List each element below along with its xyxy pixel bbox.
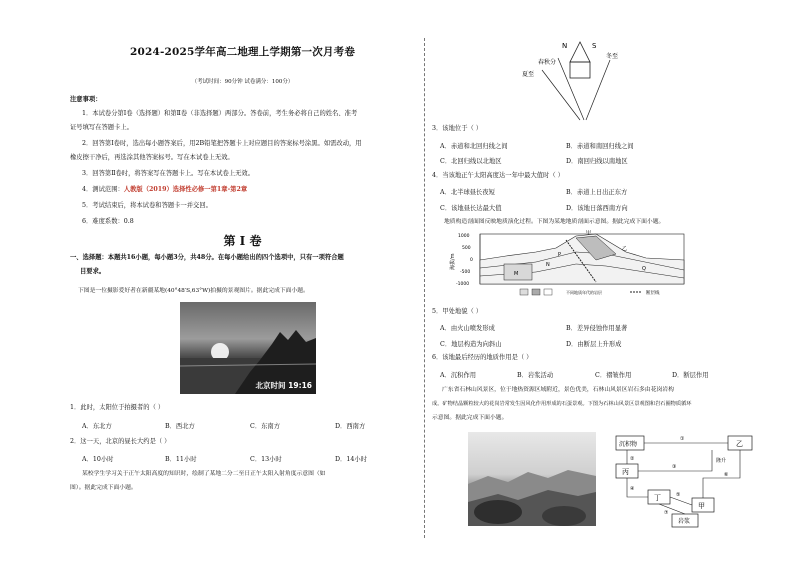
geo-tick: -500 xyxy=(460,270,471,275)
box-label: 岩浆 xyxy=(678,518,691,525)
stone-forest-photo-art xyxy=(468,432,596,526)
q6-option-a[interactable]: A．沉积作用 xyxy=(440,372,477,379)
q2-option-c[interactable]: C．13小时 xyxy=(250,456,282,463)
legend-swatch xyxy=(532,289,540,295)
label-equinox: 春秋分 xyxy=(538,59,557,66)
section-intro: 目要求。 xyxy=(80,268,106,275)
question-lead: 广东省石林山风景区，位于地热资源区域附近，景色优美，石林山风景区岩石多由花岗岩构 xyxy=(442,387,674,393)
q5-option-b[interactable]: B．差异侵蚀作用显著 xyxy=(566,325,628,332)
arrow-label: ① xyxy=(680,436,685,442)
geo-label: N xyxy=(546,262,550,268)
arrow-label: ④ xyxy=(630,486,635,492)
photo-timestamp: 北京时间 19:16 xyxy=(255,381,312,390)
legend-label: 断层线 xyxy=(646,291,660,296)
geo-tick: -1000 xyxy=(456,282,470,287)
notice-item: 橡皮擦干净后，再选涂其他答案标号。写在本试卷上无效。 xyxy=(70,154,234,161)
ray-summer xyxy=(542,70,580,120)
q5-option-a[interactable]: A．由火山喷发形成 xyxy=(440,325,495,332)
q4-option-d[interactable]: D．该地日落西南方向 xyxy=(566,205,628,212)
question-lead: 下图是一位摄影爱好者在新疆某地(40°48′S,63°W)拍摄的景观图片。据此完成下面小题。 xyxy=(78,288,309,294)
exam-title: 2024-2025学年高二地理上学期第一次月考卷 xyxy=(129,46,356,58)
box-label: 丙 xyxy=(622,468,629,476)
column-divider xyxy=(424,38,425,538)
box-label: 沉积物 xyxy=(619,441,638,448)
label-winter: 冬至 xyxy=(606,53,619,60)
ray-equinox xyxy=(558,58,584,120)
label-s: S xyxy=(592,42,597,50)
q5-stem: 5．甲处地貌（ ） xyxy=(432,308,483,315)
sun-diagram-roof xyxy=(570,42,590,62)
q3-option-c[interactable]: C．北回归线以北地区 xyxy=(440,158,502,165)
notice-item: 1．本试卷分第Ⅰ卷（选择题）和第Ⅱ卷（非选择题）两部分。答卷前，考生务必将自己的姓名、准考 xyxy=(82,110,358,117)
q4-option-a[interactable]: A．北半球昼长夜短 xyxy=(440,189,495,196)
q3-option-b[interactable]: B．赤道和南回归线之间 xyxy=(566,143,634,150)
q5-option-d[interactable]: D．由断层上升形成 xyxy=(566,341,622,348)
q2-option-a[interactable]: A．10小时 xyxy=(82,456,114,463)
q1-stem: 1．此时，太阳位于拍摄者的（ ） xyxy=(70,404,165,411)
question-lead: 图）。据此完成下面小题。 xyxy=(70,485,137,491)
q2-option-d[interactable]: D．14小时 xyxy=(335,456,367,463)
cycle-arrow xyxy=(659,504,685,514)
box-label: 乙 xyxy=(736,440,743,448)
legend-swatch xyxy=(520,289,528,295)
q2-stem: 2．这一天，北京的昼长大约是（ ） xyxy=(70,438,171,445)
q5-option-c[interactable]: C．地层构造为向斜山 xyxy=(440,341,502,348)
notice-item: 证号填写在答题卡上。 xyxy=(70,124,133,131)
q6-option-c[interactable]: C．褶皱作用 xyxy=(595,372,632,379)
section-heading: 第 I 卷 xyxy=(223,234,262,248)
sun-angle-diagram xyxy=(522,40,642,122)
sun-diagram-building xyxy=(570,62,590,78)
q4-option-b[interactable]: B．赤道上日出正东方 xyxy=(566,189,628,196)
notice-item xyxy=(82,186,247,194)
arrow-label: ③ xyxy=(672,464,677,470)
label-summer: 夏至 xyxy=(522,71,535,78)
q1-option-c[interactable]: C．东南方 xyxy=(250,423,281,430)
landscape-photo xyxy=(180,302,316,394)
question-lead: 地质构造剖面图反映地质演化过程。下图为某地地质剖面示意图。据此完成下面小题。 xyxy=(444,219,665,225)
notice-item: 5．考试结束后，将本试卷和答题卡一并交回。 xyxy=(82,202,212,209)
geo-label: Q xyxy=(642,266,646,272)
arrow-label: ⑤ xyxy=(676,492,681,498)
question-lead: 某校学生学习关于正午太阳高度的知识时，绘制了某地二分二至日正午太阳入射角度示意图（如 xyxy=(82,471,326,477)
geo-tick: 500 xyxy=(462,246,471,251)
uplift-label: 隆升 xyxy=(716,458,727,464)
exam-meta: （考试时间：90分钟 试卷满分：100分） xyxy=(191,79,294,85)
label-n: N xyxy=(562,42,568,50)
q3-option-d[interactable]: D．南回归线以南地区 xyxy=(566,158,628,165)
geo-ylabel: 海拔/m xyxy=(450,253,456,270)
box-label: 甲 xyxy=(698,502,705,510)
geo-label: 乙 xyxy=(622,246,628,252)
ray-winter xyxy=(586,60,610,120)
stone-forest-photo xyxy=(468,432,596,526)
cycle-arrow xyxy=(670,497,692,505)
notice-heading: 注意事项： xyxy=(70,96,102,103)
geo-label: 甲 xyxy=(586,230,592,236)
q1-option-a[interactable]: A．东北方 xyxy=(82,423,112,430)
geo-label: P xyxy=(558,252,562,258)
q4-stem: 4．当该地正午太阳高度达一年中最大值时（ ） xyxy=(432,172,564,179)
q6-option-b[interactable]: B．岩浆活动 xyxy=(517,372,554,379)
arrow-label: ② xyxy=(630,456,635,462)
notice-item: 2．回答第Ⅰ卷时，选出每小题答案后，用2B铅笔把答题卡上对应题目的答案标号涂黑。如需改动，用 xyxy=(82,140,362,147)
q4-option-c[interactable]: C．该地昼长达最大值 xyxy=(440,205,502,212)
arrow-label: ⑦ xyxy=(664,510,669,516)
geo-tick: 1000 xyxy=(458,234,470,239)
q1-option-b[interactable]: B．西北方 xyxy=(165,423,195,430)
q6-option-d[interactable]: D．断层作用 xyxy=(672,372,709,379)
q6-stem: 6．该地最后经历的地质作用是（ ） xyxy=(432,354,533,361)
box-label: 丁 xyxy=(654,494,661,502)
arrow-label: ⑥ xyxy=(724,472,729,478)
q3-stem: 3．该地位于（ ） xyxy=(432,125,483,132)
q3-option-a[interactable]: A．赤道和北回归线之间 xyxy=(440,143,508,150)
scope-value: 人教版（2019）选择性必修一第1章-第2章 xyxy=(123,186,248,193)
notice-item: 6．难度系数：0.8 xyxy=(82,218,134,225)
q1-option-d[interactable]: D．西南方 xyxy=(335,423,366,430)
section-intro: 一、选择题：本题共16小题，每小题3分，共48分。在每小题给出的四个选项中，只有一项符合题 xyxy=(70,254,344,261)
geo-tick: 0 xyxy=(470,258,473,263)
legend-swatch xyxy=(544,289,552,295)
scope-label: 4．测试范围： xyxy=(82,186,124,193)
legend-label: 不同地质年代的岩层 xyxy=(566,290,602,295)
rock-cycle-diagram xyxy=(612,432,762,530)
notice-item: 3．回答第Ⅱ卷时，将答案写在答题卡上。写在本试卷上无效。 xyxy=(82,170,255,177)
q2-option-b[interactable]: B．11小时 xyxy=(165,456,197,463)
geo-label: M xyxy=(514,271,519,277)
geologic-section-diagram xyxy=(446,230,736,300)
question-lead: 成。矿物结晶颗粒较大的花岗岩常发生因风化作用形成的石蛋景观。下图为石林山风景区景观图和岩石圈物质循环 xyxy=(432,401,692,407)
question-lead: 示意图。据此完成下面小题。 xyxy=(432,415,508,421)
